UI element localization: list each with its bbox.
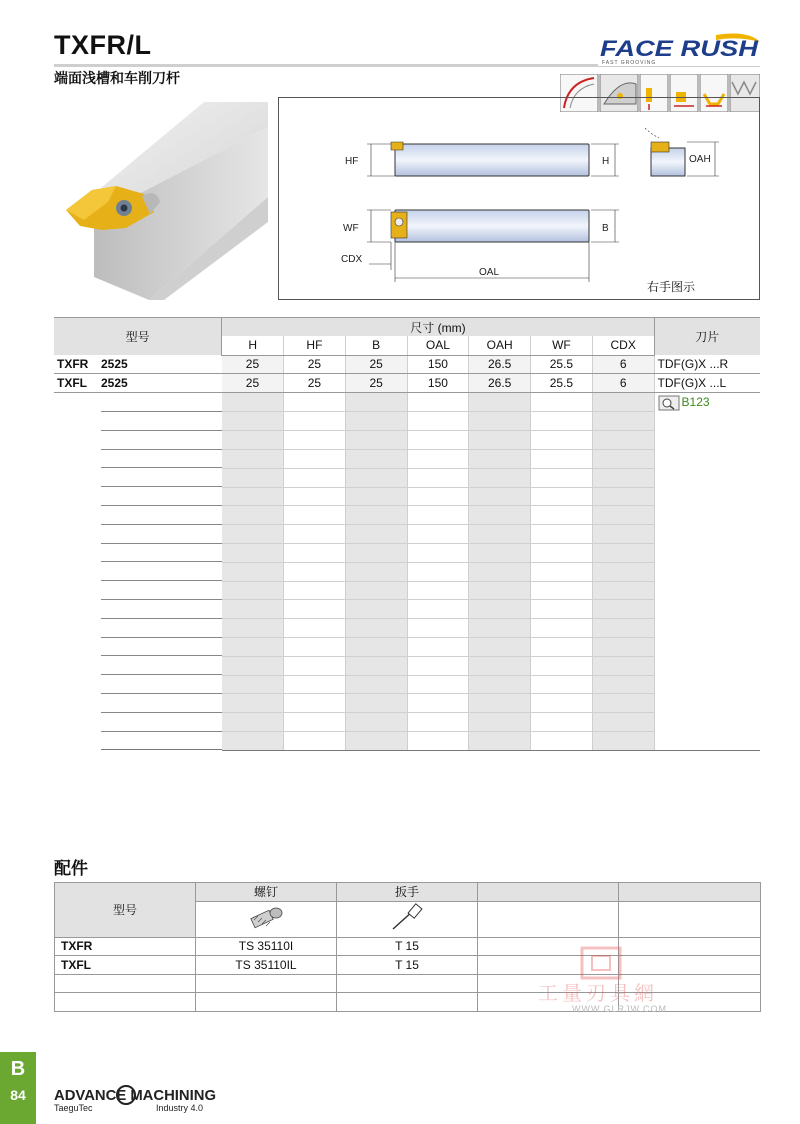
table-row	[54, 694, 760, 713]
acc-header-empty-1	[478, 883, 619, 902]
footer-logo-left: TaeguTec	[54, 1103, 93, 1113]
footer-logo-right: Industry 4.0	[156, 1103, 204, 1113]
product-photo	[54, 102, 268, 300]
table-row	[54, 355, 760, 374]
page-title: TXFR/L	[54, 30, 152, 60]
dim-value-oah: 26.5	[469, 374, 531, 393]
dimension-diagram	[278, 97, 760, 300]
acc-model: TXFR	[55, 937, 196, 956]
label-b: B	[602, 223, 609, 234]
dim-value-wf: 25.5	[531, 355, 593, 374]
label-cdx: CDX	[341, 254, 363, 265]
table-row	[54, 506, 760, 525]
table-row	[54, 638, 760, 657]
logo-subtext: FAST GROOVING	[602, 60, 657, 66]
table-row	[54, 675, 760, 694]
acc-header-empty-2	[619, 883, 761, 902]
dim-value-oah: 26.5	[469, 355, 531, 374]
table-row	[54, 544, 760, 563]
advance-machining-logo	[54, 1084, 218, 1114]
accessories-title: 配件	[54, 859, 88, 878]
acc-header-model: 型号	[55, 883, 196, 938]
spec-table	[54, 317, 760, 751]
dim-value-oal: 150	[407, 355, 469, 374]
table-row	[54, 525, 760, 544]
magnifier-icon	[658, 395, 680, 411]
page-number: 84	[10, 1087, 26, 1103]
table-row	[54, 412, 760, 431]
table-row	[54, 393, 760, 412]
model-size: 2525	[101, 376, 128, 391]
wrench-icon	[387, 903, 427, 933]
dim-value-b: 25	[345, 355, 407, 374]
table-row	[54, 713, 760, 732]
header-insert: 刀片	[654, 318, 760, 356]
footer-logo-main: ADVANCE MACHINING	[54, 1087, 216, 1104]
acc-header-wrench: 扳手	[337, 883, 478, 902]
watermark-icon	[582, 948, 620, 978]
label-oah: OAH	[689, 154, 711, 165]
dim-value-b: 25	[345, 374, 407, 393]
label-oal: OAL	[479, 267, 500, 278]
table-row	[54, 732, 760, 751]
insert-ref: TDF(G)X ...R	[654, 355, 760, 374]
table-row	[54, 374, 760, 393]
label-h: H	[602, 156, 610, 167]
model-name: TXFL	[57, 376, 87, 391]
catalog-page-link[interactable]: B123	[681, 394, 710, 409]
table-row	[54, 487, 760, 506]
screw-picture-cell	[196, 901, 337, 937]
section-tab	[0, 1052, 36, 1124]
dim-value-h: 25	[222, 374, 284, 393]
dim-value-hf: 25	[284, 355, 346, 374]
acc-wrench: T 15	[337, 937, 478, 956]
acc-screw: TS 35110IL	[196, 956, 337, 975]
table-row	[54, 581, 760, 600]
page-subtitle: 端面浅槽和车削刀杆	[54, 70, 180, 86]
header-dim-hf: HF	[284, 336, 346, 355]
header-model: 型号	[54, 318, 222, 356]
screw-icon	[246, 904, 286, 932]
logo-text: FACE RUSH	[600, 36, 760, 61]
dim-value-hf: 25	[284, 374, 346, 393]
header-dimensions: 尺寸 (mm)	[222, 318, 654, 337]
header-dim-cdx: CDX	[592, 336, 654, 355]
acc-header-screw: 螺钉	[196, 883, 337, 902]
header-dim-wf: WF	[531, 336, 593, 355]
dim-value-cdx: 6	[592, 374, 654, 393]
header-dim-b: B	[345, 336, 407, 355]
wrench-picture-cell	[337, 901, 478, 937]
table-row	[54, 562, 760, 581]
model-name: TXFR	[57, 357, 89, 372]
acc-screw: TS 35110I	[196, 937, 337, 956]
dim-value-cdx: 6	[592, 355, 654, 374]
dim-value-oal: 150	[407, 374, 469, 393]
acc-model: TXFL	[55, 956, 196, 975]
insert-ref: TDF(G)X ...L	[654, 374, 760, 393]
facerush-logo	[598, 32, 762, 66]
table-row	[54, 468, 760, 487]
label-hf: HF	[345, 156, 359, 167]
watermark-text: 工量刃具網	[538, 983, 658, 1005]
acc-wrench: T 15	[337, 956, 478, 975]
header-dim-oah: OAH	[469, 336, 531, 355]
header-dim-oal: OAL	[407, 336, 469, 355]
model-size: 2525	[101, 357, 128, 372]
section-letter: B	[10, 1058, 26, 1080]
label-wf: WF	[343, 223, 359, 234]
dim-value-h: 25	[222, 355, 284, 374]
dim-value-wf: 25.5	[531, 374, 593, 393]
table-row	[54, 600, 760, 619]
table-row	[54, 450, 760, 469]
table-row	[54, 656, 760, 675]
watermark-url: WWW.GLRJW.COM	[572, 1004, 667, 1014]
table-row	[54, 619, 760, 638]
header-dim-h: H	[222, 336, 284, 355]
table-row	[54, 431, 760, 450]
right-hand-note: 右手图示	[647, 280, 696, 294]
